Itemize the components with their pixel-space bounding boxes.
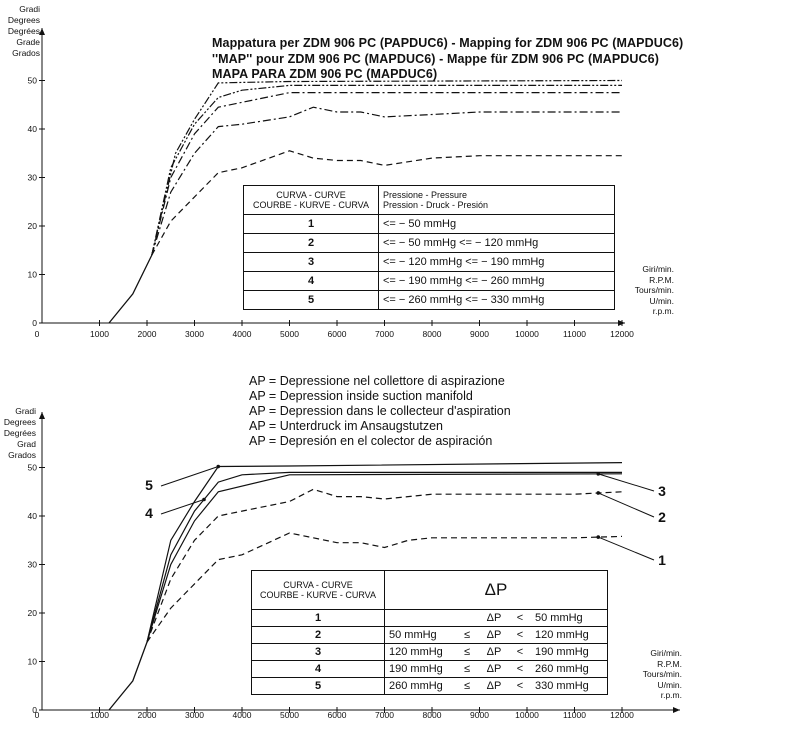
y-tick-label: 20 xyxy=(27,608,37,618)
bottom-curve-table xyxy=(251,570,608,695)
y-tick-label: 20 xyxy=(27,221,37,231)
header-line: Pressione - Pressure xyxy=(383,190,468,200)
callout-label-3: 3 xyxy=(658,483,666,499)
range-le: ≤ xyxy=(455,661,479,678)
x-tick-label: 3000 xyxy=(185,329,204,339)
callout-label-2: 2 xyxy=(658,509,666,525)
rpm-label-line: Giri/min. xyxy=(650,648,682,658)
x-tick-label: 5000 xyxy=(280,329,299,339)
curve-number: 4 xyxy=(244,272,379,291)
range-dp: ΔP xyxy=(479,644,509,661)
x-tick-label: 11000 xyxy=(562,329,587,339)
y-tick-label: 40 xyxy=(27,124,37,134)
curve-number: 5 xyxy=(244,291,379,310)
ap-line: AP = Depressione nel collettore di aspirazione xyxy=(249,374,505,388)
x-tick-label: 12000 xyxy=(610,710,634,720)
callout-dot xyxy=(596,535,600,539)
x-tick-label: 6000 xyxy=(327,329,347,339)
pressure-range: <= − 120 mmHg <= − 190 mmHg xyxy=(379,253,615,272)
top-curve-table xyxy=(243,185,615,310)
rpm-label-line: Tours/min. xyxy=(642,669,682,679)
callout-dot xyxy=(596,472,600,476)
x-tick-label: 10000 xyxy=(515,329,539,339)
rpm-label-line: r.p.m. xyxy=(660,690,682,700)
callout-label-1: 1 xyxy=(658,552,666,568)
top-rpm-label xyxy=(620,264,674,317)
table-row xyxy=(252,644,608,661)
curve-number: 2 xyxy=(244,234,379,253)
y-label-line: Degrées xyxy=(3,428,36,438)
x-tick-label: 2000 xyxy=(137,710,157,720)
table-row xyxy=(252,661,608,678)
y-label-line: Grados xyxy=(8,450,36,460)
title-line: MAPA PARA ZDM 906 PC (MAPDUC6) xyxy=(212,67,438,81)
callout-label-5: 5 xyxy=(145,477,153,493)
x-tick-label: 12000 xyxy=(610,329,634,339)
y-tick-label: 50 xyxy=(27,75,37,86)
range-le xyxy=(455,610,479,627)
callout-dot xyxy=(202,498,206,502)
x-tick-label: 11000 xyxy=(562,710,587,720)
y-label-line: Degrées xyxy=(7,26,40,36)
curve-number: 3 xyxy=(252,644,385,661)
y-label-line: Grad xyxy=(17,439,36,449)
range-high: 120 mmHg xyxy=(531,627,608,644)
x-tick-label: 2000 xyxy=(137,329,157,339)
series-line-common xyxy=(109,642,147,710)
x-tick-label: 5000 xyxy=(280,710,299,720)
range-lt: < xyxy=(509,610,531,627)
rpm-label-line: R.P.M. xyxy=(657,658,682,669)
y-tick-label: 0 xyxy=(32,705,37,715)
range-dp: ΔP xyxy=(479,610,509,627)
curve-number: 3 xyxy=(244,253,379,272)
ap-line: AP = Unterdruck im Ansaugstutzen xyxy=(249,419,443,433)
range-low: 190 mmHg xyxy=(385,661,456,678)
header-line: CURVA - CURVE xyxy=(276,190,346,200)
range-le: ≤ xyxy=(455,627,479,644)
ap-line: AP = Depression inside suction manifold xyxy=(249,389,473,403)
title-line: Mappatura per ZDM 906 PC (PAPDUC6) - Mapping for ZDM 906 PC (MAPDUC6) xyxy=(212,36,684,50)
range-low xyxy=(385,610,456,627)
range-dp: ΔP xyxy=(479,627,509,644)
range-lt: < xyxy=(509,661,531,678)
table-row xyxy=(244,234,615,253)
range-low: 120 mmHg xyxy=(385,644,456,661)
rpm-label-line: U/min. xyxy=(657,679,682,690)
table-header-curve xyxy=(244,186,379,215)
range-low: 50 mmHg xyxy=(385,627,456,644)
table-header-delta-p: ΔP xyxy=(385,571,608,610)
table-row xyxy=(244,215,615,234)
ap-line: AP = Depression dans le collecteur d'aspiration xyxy=(249,404,511,418)
table-header xyxy=(252,571,608,610)
table-row xyxy=(252,678,608,695)
range-high: 260 mmHg xyxy=(531,661,608,678)
table-header-curve xyxy=(252,571,385,610)
x-tick-label: 10000 xyxy=(515,710,539,720)
y-tick-label: 10 xyxy=(27,656,37,667)
chart-title xyxy=(212,36,683,83)
callout-dot xyxy=(216,465,220,469)
header-line: CURVA - CURVE xyxy=(283,580,353,590)
x-tick-label: 0 xyxy=(34,710,40,720)
curve-number: 1 xyxy=(252,610,385,627)
x-tick-label: 7000 xyxy=(375,710,394,720)
bottom-rpm-label xyxy=(630,648,682,701)
curve-number: 2 xyxy=(252,627,385,644)
ap-line: AP = Depresión en el colector de aspiración xyxy=(249,434,493,448)
rpm-label-line: U/min. xyxy=(649,295,674,306)
curve-number: 5 xyxy=(252,678,385,695)
callout-leader xyxy=(598,474,654,491)
y-label-line: Gradi xyxy=(19,4,40,14)
range-le: ≤ xyxy=(455,644,479,661)
curve-number: 4 xyxy=(252,661,385,678)
x-tick-label: 0 xyxy=(34,329,40,339)
rpm-label-line: Giri/min. xyxy=(642,264,674,274)
rpm-label-line: r.p.m. xyxy=(652,306,674,316)
top-y-axis-label xyxy=(2,4,40,59)
y-label-line: Degrees xyxy=(7,15,40,25)
x-tick-label: 9000 xyxy=(470,329,489,339)
callout-leader xyxy=(598,493,654,517)
curve-number: 1 xyxy=(244,215,379,234)
range-lt: < xyxy=(509,627,531,644)
range-high: 330 mmHg xyxy=(531,678,608,695)
y-label-line: Gradi xyxy=(15,406,36,416)
header-line: Pression - Druck - Presión xyxy=(383,200,489,210)
header-line: COURBE - KURVE - CURVA xyxy=(252,200,370,210)
y-tick-label: 0 xyxy=(32,318,37,328)
ap-legend xyxy=(249,374,511,449)
pressure-range: <= − 260 mmHg <= − 330 mmHg xyxy=(379,291,615,310)
callout-dot xyxy=(596,491,600,495)
x-tick-label: 1000 xyxy=(90,329,109,339)
range-lt: < xyxy=(509,644,531,661)
x-tick-label: 9000 xyxy=(470,710,489,720)
x-tick-label: 4000 xyxy=(232,329,252,339)
rpm-label-line: R.P.M. xyxy=(649,274,674,285)
range-dp: ΔP xyxy=(479,678,509,695)
x-tick-label: 4000 xyxy=(232,710,252,720)
y-label-line: Grade xyxy=(16,37,40,47)
x-axis-arrow xyxy=(673,707,680,713)
rpm-label-line: Tours/min. xyxy=(634,285,674,295)
x-tick-label: 1000 xyxy=(90,710,109,720)
table-row xyxy=(244,272,615,291)
y-tick-label: 40 xyxy=(27,511,37,521)
callout-label-4: 4 xyxy=(145,505,153,521)
callout-leader xyxy=(161,467,218,486)
table-row xyxy=(252,610,608,627)
x-tick-label: 8000 xyxy=(422,329,442,339)
range-le: ≤ xyxy=(455,678,479,695)
callout-leader xyxy=(598,537,654,560)
y-label-line: Degrees xyxy=(3,417,36,427)
header-line: COURBE - KURVE - CURVA xyxy=(259,590,377,600)
series-line-common xyxy=(109,255,152,323)
y-tick-label: 10 xyxy=(27,269,37,280)
pressure-range: <= − 50 mmHg xyxy=(379,215,615,234)
table-row xyxy=(252,627,608,644)
title-line: ''MAP'' pour ZDM 906 PC (MAPDUC6) - Mappe für ZDM 906 PC (MAPDUC6) xyxy=(212,51,659,66)
range-lt: < xyxy=(509,678,531,695)
range-dp: ΔP xyxy=(479,661,509,678)
table-header-pressure xyxy=(379,186,615,215)
range-low: 260 mmHg xyxy=(385,678,456,695)
x-tick-label: 8000 xyxy=(422,710,442,720)
y-axis-arrow xyxy=(39,412,45,419)
y-tick-label: 30 xyxy=(27,559,37,570)
range-high: 50 mmHg xyxy=(531,610,608,627)
table-row xyxy=(244,291,615,310)
bottom-y-axis-label xyxy=(2,406,36,461)
y-tick-label: 30 xyxy=(27,172,37,183)
y-label-line: Grados xyxy=(12,48,40,58)
pressure-range: <= − 190 mmHg <= − 260 mmHg xyxy=(379,272,615,291)
x-tick-label: 3000 xyxy=(185,710,204,720)
x-tick-label: 7000 xyxy=(375,329,394,339)
table-row xyxy=(244,253,615,272)
x-tick-label: 6000 xyxy=(327,710,347,720)
y-tick-label: 50 xyxy=(27,462,37,473)
table-header xyxy=(244,186,615,215)
range-high: 190 mmHg xyxy=(531,644,608,661)
pressure-range: <= − 50 mmHg <= − 120 mmHg xyxy=(379,234,615,253)
